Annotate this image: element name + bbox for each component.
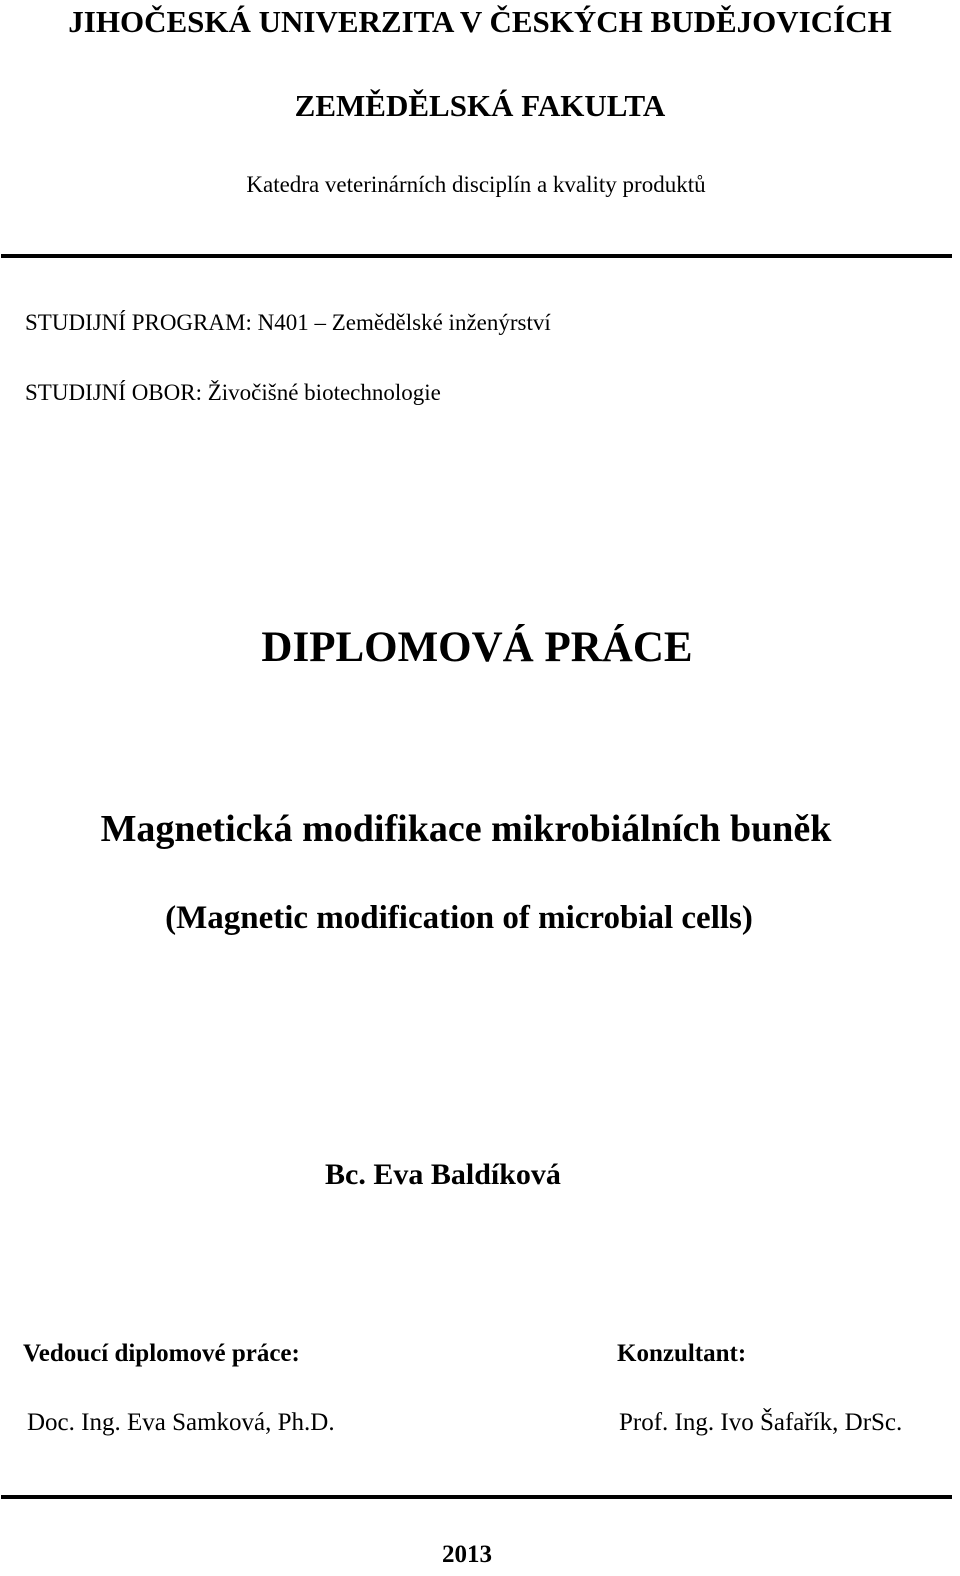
thesis-title-en: (Magnetic modification of microbial cells): [165, 900, 753, 936]
thesis-title-cs: Magnetická modifikace mikrobiálních buněk: [100, 808, 832, 850]
faculty-name: ZEMĚDĚLSKÁ FAKULTA: [294, 88, 666, 123]
author-name: Bc. Eva Baldíková: [325, 1158, 561, 1191]
supervisor-name: Doc. Ing. Eva Samková, Ph.D.: [27, 1409, 335, 1436]
thesis-type: DIPLOMOVÁ PRÁCE: [261, 624, 693, 671]
university-name: JIHOČESKÁ UNIVERZITA V ČESKÝCH BUDĚJOVICÍCH: [68, 4, 892, 39]
study-program: STUDIJNÍ PROGRAM: N401 – Zemědělské inženýrství: [25, 310, 551, 335]
consultant-name: Prof. Ing. Ivo Šafařík, DrSc.: [619, 1409, 903, 1436]
year: 2013: [442, 1541, 492, 1568]
study-field: STUDIJNÍ OBOR: Živočišné biotechnologie: [25, 380, 441, 405]
bottom-divider: [1, 1495, 952, 1499]
supervisor-label: Vedoucí diplomové práce:: [23, 1340, 300, 1367]
department-name: Katedra veterinárních disciplín a kvality produktů: [246, 172, 706, 197]
consultant-label: Konzultant:: [617, 1340, 747, 1367]
top-divider: [1, 254, 952, 258]
